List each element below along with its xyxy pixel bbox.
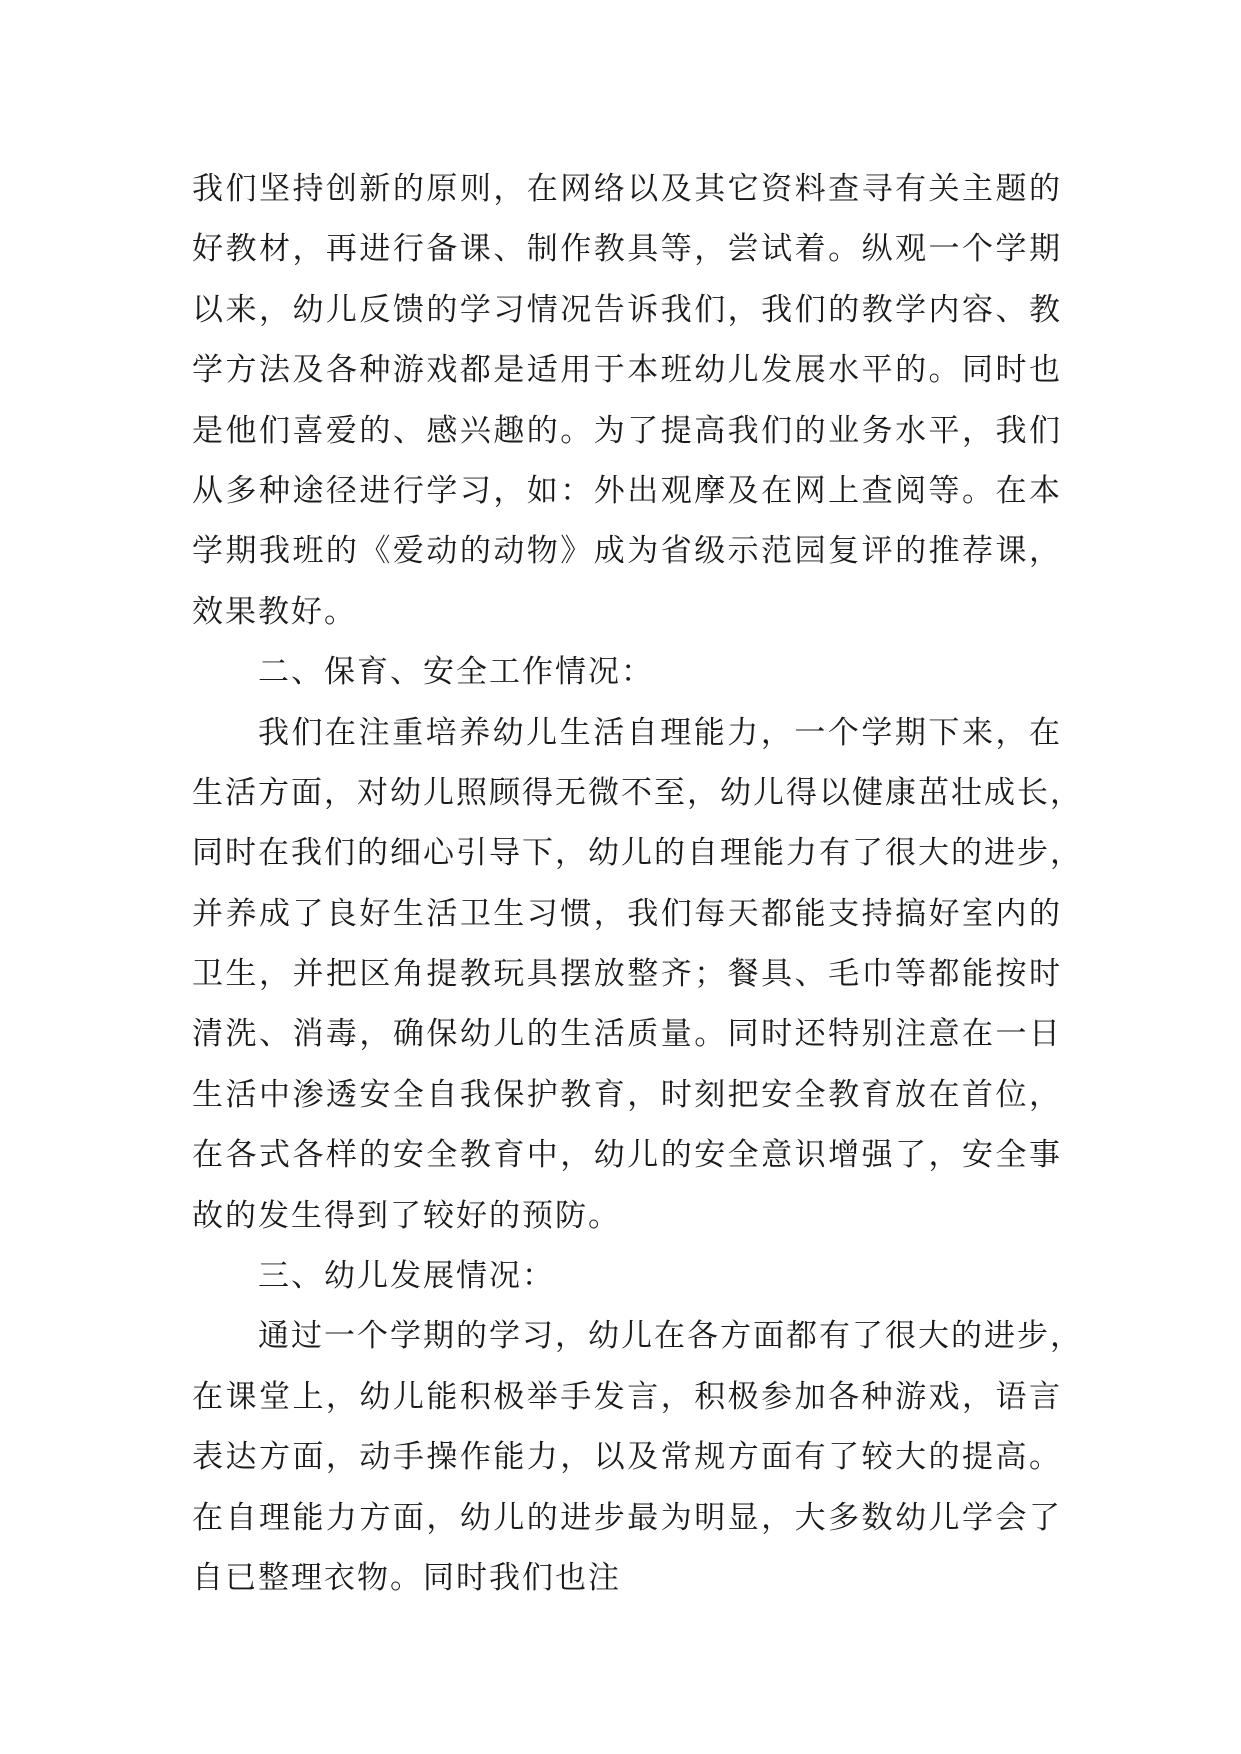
text-line: 在自理能力方面，幼儿的进步最为明显，大多数幼儿学会了	[192, 1499, 1062, 1536]
paragraph-start-line: 通过一个学期的学习，幼儿在各方面都有了很大的进步，	[258, 1318, 1083, 1355]
text-line: 是他们喜爱的、感兴趣的。为了提高我们的业务水平，我们	[192, 412, 1062, 449]
text-line: 以来，幼儿反馈的学习情况告诉我们，我们的教学内容、教	[192, 291, 1062, 328]
text-line: 卫生，并把区角提教玩具摆放整齐；餐具、毛巾等都能按时	[192, 956, 1062, 993]
text-line: 表达方面，动手操作能力，以及常规方面有了较大的提高。	[192, 1439, 1062, 1476]
text-line: 生活方面，对幼儿照顾得无微不至，幼儿得以健康茁壮成长，	[192, 774, 1083, 811]
text-line: 我们坚持创新的原则，在网络以及其它资料查寻有关主题的	[192, 171, 1062, 207]
text-line: 在课堂上，幼儿能积极举手发言，积极参加各种游戏，语言	[192, 1378, 1062, 1415]
text-line: 生活中渗透安全自我保护教育，时刻把安全教育放在首位，	[192, 1076, 1062, 1113]
text-line: 故的发生得到了较好的预防。	[192, 1197, 621, 1234]
text-line: 并养成了良好生活卫生习惯，我们每天都能支持搞好室内的	[192, 895, 1062, 932]
paragraph-start-line: 我们在注重培养幼儿生活自理能力，一个学期下来，在	[258, 714, 1062, 751]
body-text	[192, 159, 1083, 1608]
text-line: 同时在我们的细心引导下，幼儿的自理能力有了很大的进步，	[192, 835, 1083, 872]
text-line: 在各式各样的安全教育中，幼儿的安全意识增强了，安全事	[192, 1137, 1062, 1174]
text-line: 效果教好。	[192, 593, 357, 630]
text-line: 学期我班的《爱动的动物》成为省级示范园复评的推荐课，	[192, 533, 1062, 570]
text-line: 从多种途径进行学习，如：外出观摩及在网上查阅等。在本	[192, 472, 1062, 509]
paragraph-start-line: 二、保育、安全工作情况：	[258, 654, 654, 691]
text-line: 学方法及各种游戏都是适用于本班幼儿发展水平的。同时也	[192, 352, 1062, 389]
text-line: 清洗、消毒，确保幼儿的生活质量。同时还特别注意在一日	[192, 1016, 1062, 1053]
paragraph-start-line: 三、幼儿发展情况：	[258, 1258, 555, 1295]
text-line: 自已整理衣物。同时我们也注	[192, 1559, 621, 1596]
text-line: 好教材，再进行备课、制作教具等，尝试着。纵观一个学期	[192, 231, 1062, 268]
